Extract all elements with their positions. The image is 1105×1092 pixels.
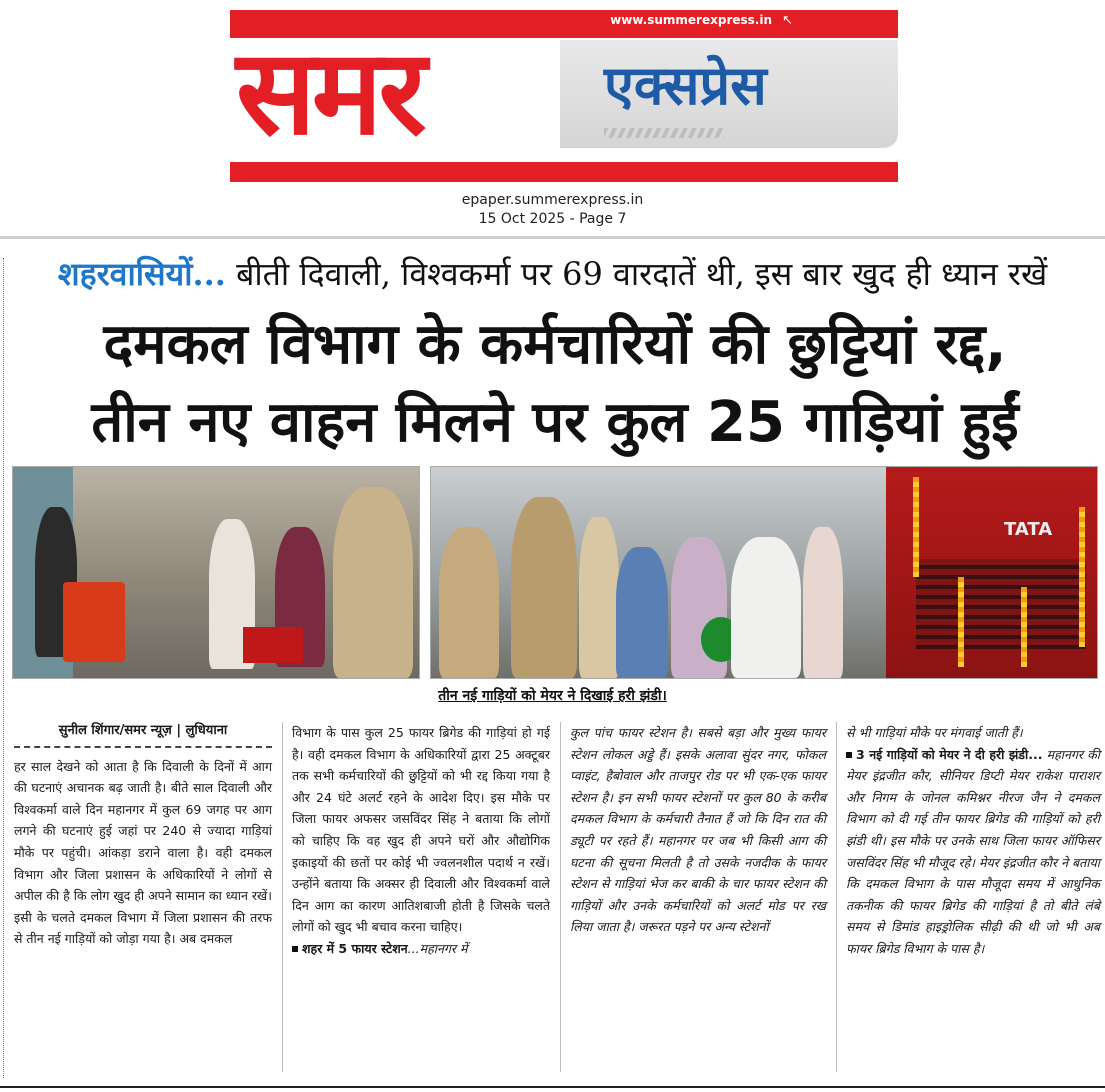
truck-badge: TATA (1004, 519, 1053, 540)
column-divider (560, 722, 561, 1072)
main-headline (10, 306, 1100, 462)
photo-caption: तीन नई गाड़ियों को मेयर ने दिखाई हरी झंडी। (438, 688, 667, 704)
column-4-text: महानगर की मेयर इंद्रजीत कौर, सीनियर डिप्टी मेयर राकेश पाराशर और निगम के जोनल कमिश्नर नीरज जैन ने दमकल विभाग को दी गई तीन फायर ब्रिगेड की गाड़ियों को हरी झंडी थी। इस मौके पर उनके साथ जिला फायर ऑफिसर जसविंदर सिंह भी मौजूद रहे। मेयर इंद्रजीत कौर ने बताया कि दमकल विभाग के पास मौजूदा समय में आधुनिक तकनीक की फायर ब्रिगेड की गाड़ियां है तो बीते लंबे समय से डिमांड हाइड्रोलिक सीढ़ी की थी जो भी अब फायर ब्रिगेड विभाग के पास है। (846, 746, 1101, 956)
masthead-divider (0, 236, 1105, 239)
byline-rule (14, 746, 272, 748)
column-1-text: हर साल देखने को आता है कि दिवाली के दिनों में आग की घटनाएं अचानक बढ़ जाती है। बीते साल दिवाली और विश्वकर्मा वाले दिन महानगर में कुल 69 जगह पर आग लगने की घटनाएं हुई जहां पर 240 से ज्यादा गाड़ियां मौके पर पहुंची। आंकड़ा डराने वाला है। वही दमकल विभाग और जिला प्रशासन के अधिकारियों ने लोगों से अपील की है कि लोग खुद ही अपने सामान का ध्यान रखें। इसी के चलते दमकल विभाग में जिला प्रशासन की तरफ से तीन नई गाड़ियों को जोड़ा गया है। अब दमकल (14, 758, 272, 947)
column-3-text: कुल पांच फायर स्टेशन है। सबसे बड़ा और मुख्य फायर स्टेशन लोकल अड्डे हैं। इसके अलावा सुंदर नगर, फोकल प्वाइंट, हैबोवाल और ताजपुर रोड पर भी एक-एक फायर स्टेशन है। इन सभी फायर स्टेशनों पर कुल 80 के करीब दमकल विभाग के कर्मचारी तैनात हैं जो कि दिन रात की ड्यूटी पर रहते हैं। महानगर पर जब भी किसी आग की घटना की सूचना मिलती है तो उसके नजदीक के फायर स्टेशन से गाड़ियां भेज कर बाकी के चार फायर स्टेशन की गाड़ियों और उनके कर्मचारियों को अलर्ट मोड पर रख लिया जाता है। जरूरत पड़ने पर अन्य स्टेशनों (570, 725, 826, 935)
bullet-icon (292, 946, 298, 952)
column-1 (14, 720, 272, 950)
cursor-arrow-icon: ↖ (782, 13, 793, 28)
bullet-icon (846, 752, 852, 758)
masthead (0, 0, 1105, 240)
subhead-mayor-flag-off: 3 नई गाड़ियों को मेयर ने दी हरी झंडी... (856, 746, 1043, 762)
logo-url[interactable]: www.summerexpress.in (610, 13, 772, 27)
kicker-headline (0, 252, 1105, 296)
column-2-text: विभाग के पास कुल 25 फायर ब्रिगेड की गाड़ियां हो गई है। वही दमकल विभाग के अधिकारियों द्वारा 25 अक्टूबर तक सभी कर्मचारियों की छुट्टियों को भी रद्द किया गया है और 24 घंटे अलर्ट रहने के आदेश दिए। इस मौके पर जिला फायर अफसर जसविंदर सिंह ने बताया कि लोगों को चाहिए कि वह खुद ही अपने घरों और औद्योगिक इकाइयों की छतों पर कोई भी ज्वलनशील पदार्थ न रखें। उन्होंने बताया कि अक्सर ही दिवाली और विश्वकर्मा वाले दिन आग का कारण आतिशबाजी होती है जिसके चलते लोगों को खुद भी बचाव करना चाहिए। (292, 725, 550, 935)
headline-line-1: दमकल विभाग के कर्मचारियों की छुट्टियां रद्द, (103, 312, 1007, 377)
logo-hatch (604, 128, 724, 138)
photo-inspection (12, 466, 420, 679)
column-divider (836, 722, 837, 1072)
photo-flagoff (430, 466, 1098, 679)
headline-line-2: तीन नए वाहन मिलने पर कुल 25 गाड़ियां हुईं (91, 390, 1019, 455)
column-4-lead: से भी गाड़ियां मौके पर मंगवाई जाती हैं। (846, 725, 1023, 740)
logo-main-text: समर (236, 23, 423, 161)
column-2 (292, 722, 550, 960)
byline: सुनील शिंगार/समर न्यूज़ | लुधियाना (58, 723, 228, 738)
column-4 (846, 722, 1100, 960)
page-bottom-rule (0, 1086, 1105, 1088)
column-divider (282, 722, 283, 1072)
newspaper-logo[interactable] (230, 10, 898, 175)
column-3 (570, 722, 826, 938)
page-edge-dots (3, 258, 4, 1078)
subhead-continuation: ...महानगर में (407, 940, 468, 956)
fire-equipment (63, 582, 125, 662)
kicker-text: बीती दिवाली, विश्वकर्मा पर 69 वारदातें थी, इस बार खुद ही ध्यान रखें (225, 255, 1048, 293)
kicker-lead: शहरवासियों... (57, 255, 226, 293)
edition-date-page: 15 Oct 2025 - Page 7 (478, 211, 627, 227)
subhead-fire-stations: शहर में 5 फायर स्टेशन (302, 940, 408, 956)
logo-sub-text: एक्सप्रेस (604, 54, 767, 117)
epaper-url[interactable]: epaper.summerexpress.in (461, 192, 644, 208)
